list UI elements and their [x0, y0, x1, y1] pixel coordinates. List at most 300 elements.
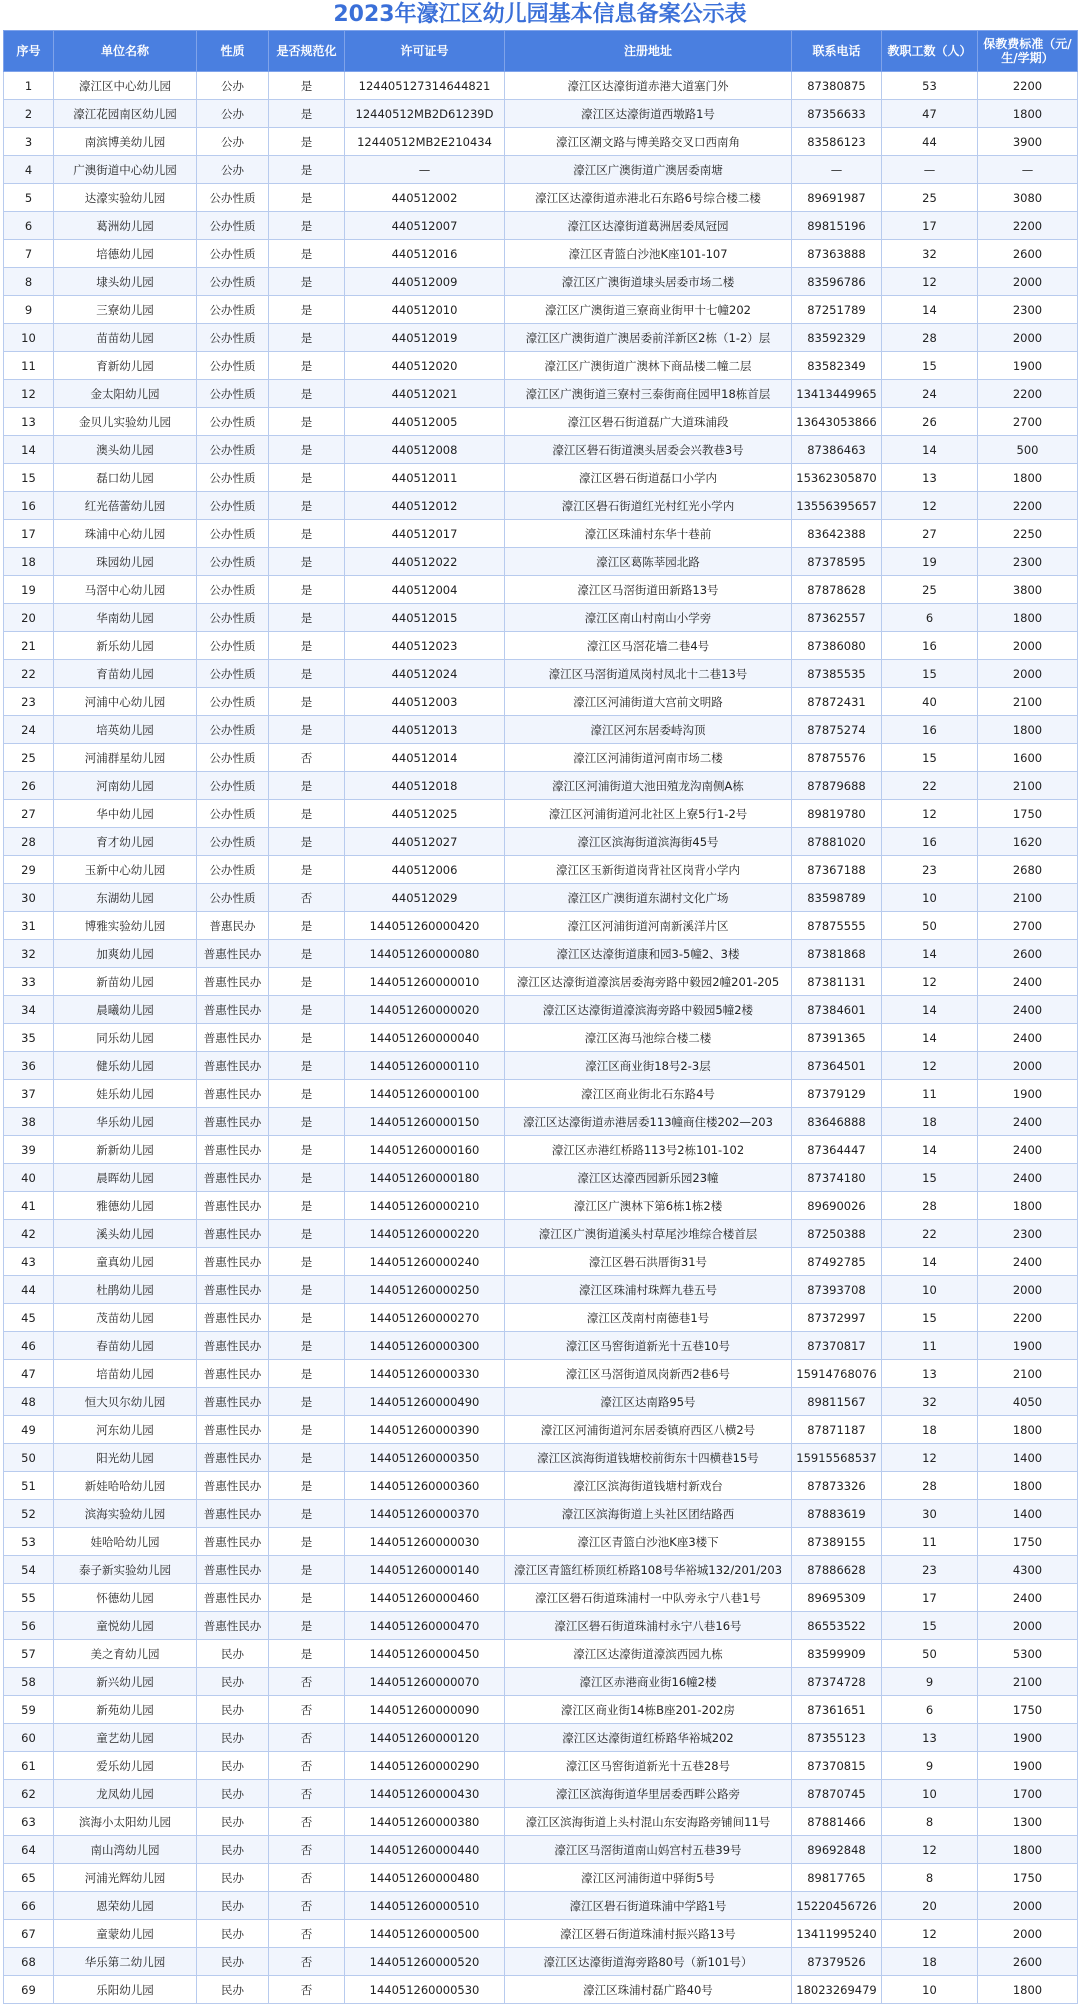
- cell-staff: 26: [882, 408, 978, 436]
- cell-staff: 13: [882, 1360, 978, 1388]
- cell-fee: 1900: [978, 1724, 1078, 1752]
- cell-staff: 12: [882, 800, 978, 828]
- cell-phone: 89690026: [792, 1192, 882, 1220]
- cell-index: 13: [4, 408, 54, 436]
- cell-address: 濠江区赤港红桥路113号2栋101-102: [505, 1136, 792, 1164]
- cell-nature: 公办性质: [197, 436, 269, 464]
- cell-address: 濠江区珠浦村珠辉九巷五号: [505, 1276, 792, 1304]
- cell-phone: 87879688: [792, 772, 882, 800]
- cell-fee: 2600: [978, 940, 1078, 968]
- table-row: [4, 1024, 1078, 1052]
- cell-index: 9: [4, 296, 54, 324]
- cell-index: 8: [4, 268, 54, 296]
- cell-name: 恒大贝尔幼儿园: [54, 1388, 197, 1416]
- cell-phone: 83596786: [792, 268, 882, 296]
- cell-nature: 民办: [197, 1668, 269, 1696]
- cell-staff: 14: [882, 1248, 978, 1276]
- cell-address: 濠江区广澳街道三寮商业街甲十七幢202: [505, 296, 792, 324]
- cell-fee: 1900: [978, 1332, 1078, 1360]
- cell-standardized: 是: [269, 1332, 345, 1360]
- cell-nature: 民办: [197, 1640, 269, 1668]
- cell-nature: 普惠性民办: [197, 968, 269, 996]
- cell-phone: 86553522: [792, 1612, 882, 1640]
- cell-nature: 普惠性民办: [197, 1444, 269, 1472]
- cell-license: 440512004: [345, 576, 505, 604]
- cell-nature: 公办性质: [197, 184, 269, 212]
- cell-nature: 公办性质: [197, 548, 269, 576]
- cell-index: 37: [4, 1080, 54, 1108]
- cell-phone: 87492785: [792, 1248, 882, 1276]
- cell-name: 河浦群星幼儿园: [54, 744, 197, 772]
- cell-index: 63: [4, 1808, 54, 1836]
- cell-license: 144051260000530: [345, 1976, 505, 2004]
- cell-address: 濠江区海马池综合楼二楼: [505, 1024, 792, 1052]
- table-row: [4, 940, 1078, 968]
- cell-staff: 14: [882, 1024, 978, 1052]
- cell-fee: 2400: [978, 1584, 1078, 1612]
- cell-nature: 普惠性民办: [197, 1220, 269, 1248]
- cell-license: 440512019: [345, 324, 505, 352]
- cell-phone: 87386080: [792, 632, 882, 660]
- cell-fee: 2400: [978, 1248, 1078, 1276]
- cell-fee: 1800: [978, 1836, 1078, 1864]
- cell-fee: 2200: [978, 72, 1078, 100]
- cell-index: 6: [4, 212, 54, 240]
- cell-fee: 3900: [978, 128, 1078, 156]
- cell-staff: 25: [882, 576, 978, 604]
- column-header-standardized: 是否规范化: [269, 31, 345, 72]
- table-row: [4, 1808, 1078, 1836]
- table-row: [4, 576, 1078, 604]
- cell-nature: 公办性质: [197, 884, 269, 912]
- cell-fee: 1800: [978, 716, 1078, 744]
- cell-staff: 9: [882, 1668, 978, 1696]
- cell-name: 金贝儿实验幼儿园: [54, 408, 197, 436]
- cell-staff: 11: [882, 1080, 978, 1108]
- cell-phone: 87364447: [792, 1136, 882, 1164]
- cell-phone: 87362557: [792, 604, 882, 632]
- cell-standardized: 是: [269, 1248, 345, 1276]
- cell-address: 濠江区河浦街道河北社区上寮5行1-2号: [505, 800, 792, 828]
- cell-fee: 2100: [978, 688, 1078, 716]
- cell-license: 144051260000420: [345, 912, 505, 940]
- cell-staff: 22: [882, 772, 978, 800]
- cell-index: 40: [4, 1164, 54, 1192]
- cell-phone: 87372997: [792, 1304, 882, 1332]
- cell-name: 苗苗幼儿园: [54, 324, 197, 352]
- column-header-nature: 性质: [197, 31, 269, 72]
- cell-name: 南滨博美幼儿园: [54, 128, 197, 156]
- cell-address: 濠江区马滘街道凤岗新西2巷6号: [505, 1360, 792, 1388]
- cell-fee: 2680: [978, 856, 1078, 884]
- cell-staff: 12: [882, 268, 978, 296]
- cell-address: 濠江区河浦街道河南新溪洋片区: [505, 912, 792, 940]
- table-row: [4, 1612, 1078, 1640]
- cell-nature: 公办性质: [197, 492, 269, 520]
- cell-standardized: 是: [269, 1136, 345, 1164]
- cell-address: 濠江区礐石街道珠浦村一中队旁永宁八巷1号: [505, 1584, 792, 1612]
- cell-license: 440512024: [345, 660, 505, 688]
- cell-name: 阳光幼儿园: [54, 1444, 197, 1472]
- cell-staff: 6: [882, 1696, 978, 1724]
- cell-staff: 27: [882, 520, 978, 548]
- cell-name: 美之育幼儿园: [54, 1640, 197, 1668]
- cell-phone: 87875274: [792, 716, 882, 744]
- cell-phone: 87379526: [792, 1948, 882, 1976]
- cell-staff: 18: [882, 1948, 978, 1976]
- cell-phone: 83592329: [792, 324, 882, 352]
- cell-standardized: 是: [269, 1388, 345, 1416]
- table-row: [4, 744, 1078, 772]
- cell-name: 河东幼儿园: [54, 1416, 197, 1444]
- column-header-fee: 保教费标准（元/生/学期）: [978, 31, 1078, 72]
- cell-index: 27: [4, 800, 54, 828]
- cell-index: 23: [4, 688, 54, 716]
- table-row: [4, 408, 1078, 436]
- cell-nature: 普惠性民办: [197, 1360, 269, 1388]
- cell-fee: 2300: [978, 1220, 1078, 1248]
- cell-license: 440512025: [345, 800, 505, 828]
- cell-phone: 87378595: [792, 548, 882, 576]
- table-row: [4, 324, 1078, 352]
- cell-name: 童艺幼儿园: [54, 1724, 197, 1752]
- cell-name: 娃哈哈幼儿园: [54, 1528, 197, 1556]
- cell-nature: 公办性质: [197, 240, 269, 268]
- cell-standardized: 是: [269, 464, 345, 492]
- cell-phone: 87381868: [792, 940, 882, 968]
- cell-phone: 87886628: [792, 1556, 882, 1584]
- cell-name: 新兴幼儿园: [54, 1668, 197, 1696]
- cell-fee: 1800: [978, 1416, 1078, 1444]
- table-row: [4, 912, 1078, 940]
- cell-name: 珠浦中心幼儿园: [54, 520, 197, 548]
- cell-license: 144051260000480: [345, 1864, 505, 1892]
- cell-staff: 12: [882, 968, 978, 996]
- cell-license: 440512017: [345, 520, 505, 548]
- cell-nature: 民办: [197, 1920, 269, 1948]
- cell-fee: 2000: [978, 1276, 1078, 1304]
- column-header-staff: 教职工数（人）: [882, 31, 978, 72]
- table-row: [4, 240, 1078, 268]
- cell-name: 培英幼儿园: [54, 716, 197, 744]
- cell-standardized: 是: [269, 688, 345, 716]
- cell-phone: 87870745: [792, 1780, 882, 1808]
- cell-license: 440512006: [345, 856, 505, 884]
- cell-standardized: 是: [269, 1164, 345, 1192]
- cell-standardized: 是: [269, 968, 345, 996]
- cell-address: 濠江区广澳街道广澳林下商品楼二幢二层: [505, 352, 792, 380]
- cell-name: 新娃哈哈幼儿园: [54, 1472, 197, 1500]
- cell-address: 濠江区达濠街道濠滨西园九栋: [505, 1640, 792, 1668]
- cell-index: 25: [4, 744, 54, 772]
- cell-standardized: 是: [269, 128, 345, 156]
- cell-address: 濠江区滨海街道上头社区团结路西: [505, 1500, 792, 1528]
- cell-name: 龙凤幼儿园: [54, 1780, 197, 1808]
- cell-phone: 87379129: [792, 1080, 882, 1108]
- cell-fee: 2400: [978, 1108, 1078, 1136]
- cell-fee: 1700: [978, 1780, 1078, 1808]
- cell-fee: 1900: [978, 1080, 1078, 1108]
- cell-index: 51: [4, 1472, 54, 1500]
- cell-fee: 1900: [978, 1752, 1078, 1780]
- cell-phone: 87381131: [792, 968, 882, 996]
- cell-address: 濠江区马滘街道南山妈宫村五巷39号: [505, 1836, 792, 1864]
- cell-fee: 2100: [978, 884, 1078, 912]
- cell-license: 144051260000080: [345, 940, 505, 968]
- cell-nature: 普惠性民办: [197, 1024, 269, 1052]
- cell-nature: 普惠性民办: [197, 1416, 269, 1444]
- cell-name: 溪头幼儿园: [54, 1220, 197, 1248]
- cell-address: 濠江区赤港商业街16幢2楼: [505, 1668, 792, 1696]
- cell-phone: 87881020: [792, 828, 882, 856]
- cell-fee: 1750: [978, 800, 1078, 828]
- cell-standardized: 是: [269, 156, 345, 184]
- cell-name: 恩荣幼儿园: [54, 1892, 197, 1920]
- cell-standardized: 是: [269, 1080, 345, 1108]
- cell-phone: 87356633: [792, 100, 882, 128]
- cell-fee: 2200: [978, 492, 1078, 520]
- cell-license: 144051260000360: [345, 1472, 505, 1500]
- cell-fee: 2700: [978, 408, 1078, 436]
- cell-staff: 12: [882, 492, 978, 520]
- cell-nature: 公办性质: [197, 744, 269, 772]
- cell-license: 144051260000500: [345, 1920, 505, 1948]
- cell-index: 65: [4, 1864, 54, 1892]
- cell-index: 36: [4, 1052, 54, 1080]
- cell-fee: 2300: [978, 548, 1078, 576]
- cell-standardized: 否: [269, 1864, 345, 1892]
- table-row: [4, 1248, 1078, 1276]
- cell-phone: 87361651: [792, 1696, 882, 1724]
- cell-license: 440512022: [345, 548, 505, 576]
- cell-index: 26: [4, 772, 54, 800]
- cell-standardized: 是: [269, 1500, 345, 1528]
- table-row: [4, 100, 1078, 128]
- cell-standardized: 是: [269, 856, 345, 884]
- cell-nature: 普惠性民办: [197, 1472, 269, 1500]
- cell-staff: 15: [882, 352, 978, 380]
- cell-index: 56: [4, 1612, 54, 1640]
- cell-fee: —: [978, 156, 1078, 184]
- cell-index: 32: [4, 940, 54, 968]
- cell-index: 44: [4, 1276, 54, 1304]
- cell-nature: 公办: [197, 128, 269, 156]
- cell-index: 38: [4, 1108, 54, 1136]
- cell-nature: 公办性质: [197, 464, 269, 492]
- cell-nature: 公办性质: [197, 296, 269, 324]
- cell-name: 濠江区中心幼儿园: [54, 72, 197, 100]
- table-row: [4, 1360, 1078, 1388]
- table-row: [4, 1752, 1078, 1780]
- cell-name: 南山湾幼儿园: [54, 1836, 197, 1864]
- cell-address: 濠江区河浦街道大宫前文明路: [505, 688, 792, 716]
- cell-staff: 16: [882, 828, 978, 856]
- cell-staff: 11: [882, 1528, 978, 1556]
- cell-standardized: 是: [269, 716, 345, 744]
- cell-fee: 5300: [978, 1640, 1078, 1668]
- table-row: [4, 72, 1078, 100]
- cell-address: 濠江区滨海街道上头村混山东安海路旁铺间11号: [505, 1808, 792, 1836]
- cell-name: 三寮幼儿园: [54, 296, 197, 324]
- cell-name: 新苑幼儿园: [54, 1696, 197, 1724]
- cell-index: 57: [4, 1640, 54, 1668]
- cell-staff: 20: [882, 1892, 978, 1920]
- cell-standardized: 否: [269, 1836, 345, 1864]
- table-row: [4, 1220, 1078, 1248]
- cell-address: 濠江区广澳街道埭头居委市场二楼: [505, 268, 792, 296]
- cell-staff: 50: [882, 1640, 978, 1668]
- cell-standardized: 是: [269, 604, 345, 632]
- cell-fee: 1400: [978, 1444, 1078, 1472]
- cell-nature: 公办性质: [197, 576, 269, 604]
- cell-name: 河浦光辉幼儿园: [54, 1864, 197, 1892]
- cell-index: 14: [4, 436, 54, 464]
- cell-staff: 19: [882, 548, 978, 576]
- cell-address: 濠江区河浦街道大池田殖龙沟南侧A栋: [505, 772, 792, 800]
- cell-standardized: 否: [269, 1724, 345, 1752]
- cell-standardized: 否: [269, 1752, 345, 1780]
- cell-standardized: 是: [269, 184, 345, 212]
- table-row: [4, 352, 1078, 380]
- cell-license: 144051260000030: [345, 1528, 505, 1556]
- cell-standardized: 是: [269, 1192, 345, 1220]
- table-row: [4, 184, 1078, 212]
- cell-staff: 14: [882, 296, 978, 324]
- cell-name: 童蒙幼儿园: [54, 1920, 197, 1948]
- cell-standardized: 否: [269, 1696, 345, 1724]
- table-row: [4, 156, 1078, 184]
- cell-index: 33: [4, 968, 54, 996]
- cell-fee: 2700: [978, 912, 1078, 940]
- cell-license: 144051260000520: [345, 1948, 505, 1976]
- table-row: [4, 1500, 1078, 1528]
- cell-name: 童悦幼儿园: [54, 1612, 197, 1640]
- cell-nature: 公办性质: [197, 604, 269, 632]
- cell-name: 杜鹃幼儿园: [54, 1276, 197, 1304]
- cell-name: 华南幼儿园: [54, 604, 197, 632]
- cell-license: 144051260000010: [345, 968, 505, 996]
- cell-phone: 83642388: [792, 520, 882, 548]
- cell-standardized: 是: [269, 268, 345, 296]
- table-row: [4, 1416, 1078, 1444]
- cell-index: 48: [4, 1388, 54, 1416]
- cell-address: 濠江区商业街北石东路4号: [505, 1080, 792, 1108]
- cell-nature: 公办性质: [197, 660, 269, 688]
- cell-staff: 28: [882, 1192, 978, 1220]
- cell-license: 440512014: [345, 744, 505, 772]
- cell-name: 滨海实验幼儿园: [54, 1500, 197, 1528]
- cell-name: 同乐幼儿园: [54, 1024, 197, 1052]
- cell-fee: 2400: [978, 996, 1078, 1024]
- cell-name: 加爽幼儿园: [54, 940, 197, 968]
- cell-nature: 普惠性民办: [197, 996, 269, 1024]
- cell-address: 濠江区礐石街道澳头居委会兴教巷3号: [505, 436, 792, 464]
- cell-address: 濠江区河浦街道河南市场二楼: [505, 744, 792, 772]
- table-row: [4, 1864, 1078, 1892]
- cell-phone: 87873326: [792, 1472, 882, 1500]
- table-row: [4, 772, 1078, 800]
- table-row: [4, 1472, 1078, 1500]
- cell-index: 50: [4, 1444, 54, 1472]
- table-row: [4, 1192, 1078, 1220]
- cell-standardized: 是: [269, 1528, 345, 1556]
- cell-staff: 10: [882, 1780, 978, 1808]
- cell-address: 濠江区珠浦村磊广路40号: [505, 1976, 792, 2004]
- cell-nature: 民办: [197, 1948, 269, 1976]
- cell-index: 18: [4, 548, 54, 576]
- cell-nature: 公办性质: [197, 800, 269, 828]
- cell-standardized: 是: [269, 660, 345, 688]
- cell-nature: 普惠性民办: [197, 1052, 269, 1080]
- cell-license: 144051260000440: [345, 1836, 505, 1864]
- cell-address: 濠江区青篮白沙池K座3楼下: [505, 1528, 792, 1556]
- cell-fee: 2100: [978, 1668, 1078, 1696]
- cell-staff: 8: [882, 1864, 978, 1892]
- cell-fee: 3080: [978, 184, 1078, 212]
- cell-address: 濠江区达濠街道濠滨居委海旁路中毅园2幢201-205: [505, 968, 792, 996]
- cell-staff: 6: [882, 604, 978, 632]
- cell-staff: 12: [882, 1836, 978, 1864]
- cell-staff: 15: [882, 1612, 978, 1640]
- cell-standardized: 否: [269, 1892, 345, 1920]
- cell-standardized: 否: [269, 744, 345, 772]
- cell-license: 440512009: [345, 268, 505, 296]
- cell-nature: 公办性质: [197, 688, 269, 716]
- cell-phone: 83599909: [792, 1640, 882, 1668]
- cell-fee: 2000: [978, 268, 1078, 296]
- column-header-phone: 联系电话: [792, 31, 882, 72]
- cell-name: 培德幼儿园: [54, 240, 197, 268]
- cell-nature: 普惠性民办: [197, 1136, 269, 1164]
- cell-standardized: 是: [269, 800, 345, 828]
- cell-nature: 普惠性民办: [197, 1304, 269, 1332]
- cell-staff: 15: [882, 744, 978, 772]
- cell-address: 濠江区达濠街道赤港居委113幢商住楼202—203: [505, 1108, 792, 1136]
- cell-fee: 1800: [978, 100, 1078, 128]
- cell-staff: 32: [882, 1388, 978, 1416]
- cell-license: 440512012: [345, 492, 505, 520]
- cell-nature: 公办性质: [197, 408, 269, 436]
- cell-staff: 15: [882, 660, 978, 688]
- cell-nature: 民办: [197, 1976, 269, 2004]
- cell-license: 144051260000040: [345, 1024, 505, 1052]
- table-row: [4, 884, 1078, 912]
- table-row: [4, 1976, 1078, 2004]
- cell-phone: 87363888: [792, 240, 882, 268]
- table-row: [4, 520, 1078, 548]
- cell-phone: 87374728: [792, 1668, 882, 1696]
- cell-index: 61: [4, 1752, 54, 1780]
- cell-address: 濠江区达濠街道赤港大道塞门外: [505, 72, 792, 100]
- cell-nature: 公办: [197, 100, 269, 128]
- cell-address: 濠江区礐石洪厝街31号: [505, 1248, 792, 1276]
- cell-phone: 87386463: [792, 436, 882, 464]
- cell-phone: 89817765: [792, 1864, 882, 1892]
- cell-address: 濠江区潮文路与博美路交叉口西南角: [505, 128, 792, 156]
- cell-index: 10: [4, 324, 54, 352]
- cell-fee: 2400: [978, 1136, 1078, 1164]
- cell-name: 茂苗幼儿园: [54, 1304, 197, 1332]
- cell-nature: 普惠性民办: [197, 1388, 269, 1416]
- cell-index: 43: [4, 1248, 54, 1276]
- table-row: [4, 968, 1078, 996]
- cell-phone: 15914768076: [792, 1360, 882, 1388]
- cell-standardized: 是: [269, 1584, 345, 1612]
- table-row: [4, 1696, 1078, 1724]
- cell-address: 濠江区滨海街道华里居委西畔公路旁: [505, 1780, 792, 1808]
- cell-staff: 30: [882, 1500, 978, 1528]
- cell-license: 12440512MB2D61239D: [345, 100, 505, 128]
